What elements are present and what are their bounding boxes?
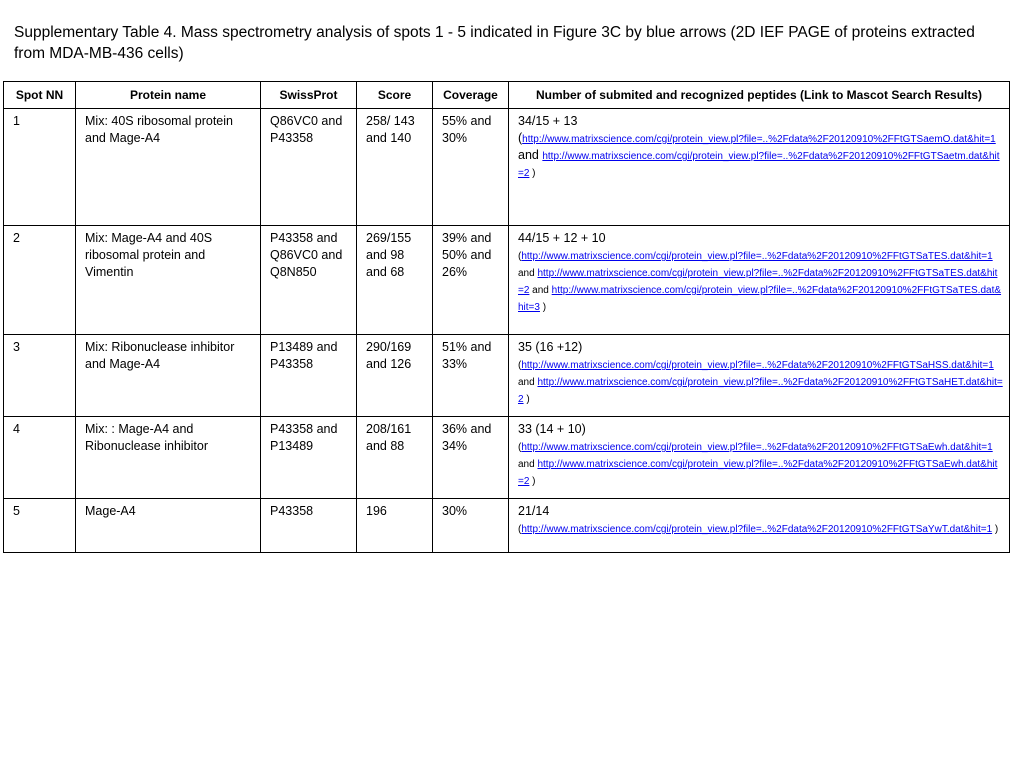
header-coverage: Coverage [433, 82, 509, 109]
cell-coverage: 36% and 34% [433, 417, 509, 499]
cell-coverage: 55% and 30% [433, 109, 509, 226]
paren-close: ) [523, 394, 530, 405]
mascot-link[interactable]: http://www.matrixscience.com/cgi/protein_view.pl?file=..%2Fdata%2F20120910%2FFtGTSaHET.dat&hit=2 [518, 377, 1003, 405]
cell-protein: Mix: 40S ribosomal protein and Mage-A4 [76, 109, 261, 226]
cell-spot: 5 [4, 499, 76, 553]
cell-spot: 3 [4, 335, 76, 417]
table-row [4, 417, 1010, 499]
cell-score: 208/161 and 88 [357, 417, 433, 499]
paren-open: ( [518, 131, 523, 145]
cell-score: 290/169 and 126 [357, 335, 433, 417]
header-spot: Spot NN [4, 82, 76, 109]
peptide-count: 44/15 + 12 + 10 [518, 231, 606, 245]
mascot-link[interactable]: http://www.matrixscience.com/cgi/protein_view.pl?file=..%2Fdata%2F20120910%2FFtGTSaTES.dat&hit=1 [521, 251, 993, 262]
and-text: and [518, 377, 538, 388]
cell-peptides [509, 499, 1010, 553]
table-row [4, 226, 1010, 335]
paren-close: ) [529, 168, 536, 179]
paren-open: ( [518, 360, 522, 371]
cell-swissprot: P43358 [261, 499, 357, 553]
paren-close: ) [992, 524, 999, 535]
paren-open: ( [518, 442, 522, 453]
mascot-link[interactable]: http://www.matrixscience.com/cgi/protein_view.pl?file=..%2Fdata%2F20120910%2FFtGTSaHSS.dat&hit=1 [521, 360, 994, 371]
and-text: and [518, 148, 543, 162]
cell-swissprot: Q86VC0 and P43358 [261, 109, 357, 226]
header-score: Score [357, 82, 433, 109]
cell-score: 196 [357, 499, 433, 553]
table-row [4, 335, 1010, 417]
cell-swissprot: P13489 and P43358 [261, 335, 357, 417]
paren-close: ) [539, 302, 547, 313]
cell-spot: 2 [4, 226, 76, 335]
cell-protein: Mix: : Mage-A4 and Ribonuclease inhibitor [76, 417, 261, 499]
cell-coverage: 30% [433, 499, 509, 553]
cell-score: 269/155 and 98 and 68 [357, 226, 433, 335]
mascot-link[interactable]: http://www.matrixscience.com/cgi/protein_view.pl?file=..%2Fdata%2F20120910%2FFtGTSaEwh.dat&hit=2 [518, 459, 998, 487]
cell-swissprot: P43358 and Q86VC0 and Q8N850 [261, 226, 357, 335]
cell-protein: Mix: Ribonuclease inhibitor and Mage-A4 [76, 335, 261, 417]
mascot-link[interactable]: http://www.matrixscience.com/cgi/protein_view.pl?file=..%2Fdata%2F20120910%2FFtGTSaemO.dat&hit=1 [522, 134, 996, 145]
mass-spec-table [3, 81, 1010, 553]
cell-coverage: 51% and 33% [433, 335, 509, 417]
peptide-count: 33 (14 + 10) [518, 422, 586, 436]
paren-open: ( [518, 524, 522, 535]
and-text: and [518, 459, 538, 470]
table-caption: Supplementary Table 4. Mass spectrometry analysis of spots 1 - 5 indicated in Figure 3C by blue arrows (2D IEF PAGE of proteins extracted from MDA-MB-436 cells) [14, 24, 975, 62]
cell-protein: Mix: Mage-A4 and 40S ribosomal protein and Vimentin [76, 226, 261, 335]
mascot-link[interactable]: http://www.matrixscience.com/cgi/protein_view.pl?file=..%2Fdata%2F20120910%2FFtGTSaYwT.dat&hit=1 [521, 524, 993, 535]
paren-close: ) [529, 476, 536, 487]
cell-swissprot: P43358 and P13489 [261, 417, 357, 499]
and-text: and [518, 268, 538, 279]
mascot-link[interactable]: http://www.matrixscience.com/cgi/protein_view.pl?file=..%2Fdata%2F20120910%2FFtGTSaTES.dat&hit=2 [518, 268, 998, 296]
mascot-link[interactable]: http://www.matrixscience.com/cgi/protein_view.pl?file=..%2Fdata%2F20120910%2FFtGTSaetm.dat&hit=2 [518, 151, 1000, 179]
cell-peptides [509, 335, 1010, 417]
mascot-link[interactable]: http://www.matrixscience.com/cgi/protein_view.pl?file=..%2Fdata%2F20120910%2FFtGTSaTES.dat&hit=3 [518, 285, 1002, 313]
table-row [4, 109, 1010, 226]
cell-peptides [509, 226, 1010, 335]
header-peptides: Number of submited and recognized peptides (Link to Mascot Search Results) [509, 82, 1010, 109]
cell-peptides [509, 109, 1010, 226]
cell-peptides [509, 417, 1010, 499]
cell-spot: 4 [4, 417, 76, 499]
peptide-count: 21/14 [518, 504, 550, 518]
cell-protein: Mage-A4 [76, 499, 261, 553]
cell-spot: 1 [4, 109, 76, 226]
cell-coverage: 39% and 50% and 26% [433, 226, 509, 335]
header-row [4, 82, 1010, 109]
cell-score: 258/ 143 and 140 [357, 109, 433, 226]
peptide-count: 34/15 + 13 [518, 114, 578, 128]
paren-open: ( [518, 251, 522, 262]
peptide-count: 35 (16 +12) [518, 340, 583, 354]
table-row [4, 499, 1010, 553]
and-text: and [529, 285, 552, 296]
mascot-link[interactable]: http://www.matrixscience.com/cgi/protein_view.pl?file=..%2Fdata%2F20120910%2FFtGTSaEwh.dat&hit=1 [521, 442, 993, 453]
header-swissprot: SwissProt [261, 82, 357, 109]
header-protein: Protein name [76, 82, 261, 109]
